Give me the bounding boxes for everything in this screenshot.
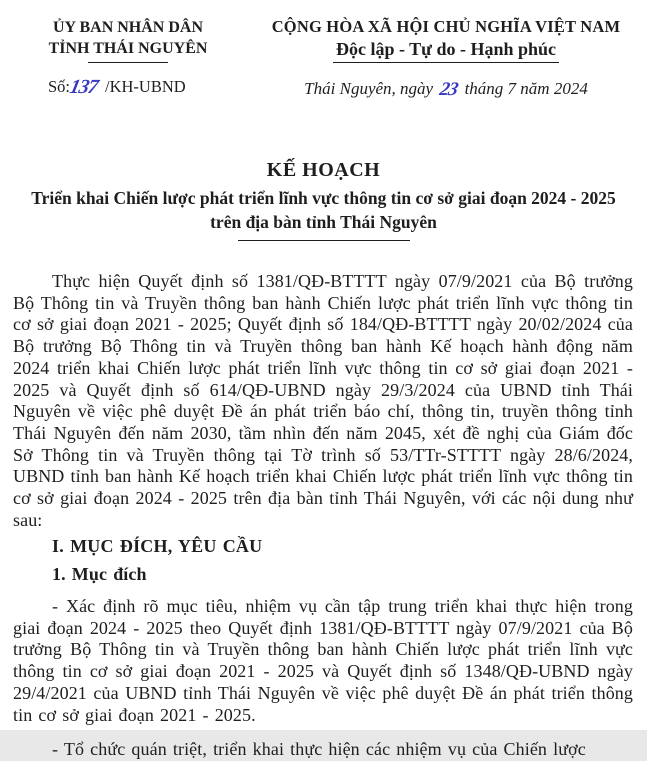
document-title-block (0, 159, 647, 241)
document-number-line (28, 76, 228, 97)
purpose-paragraph: - Xác định rõ mục tiêu, nhiệm vụ cần tập trung triển khai thực hiện trong giai đoạn 2024 - 2025 theo Quyết định 1381/QĐ-BTTTT ngày 07/9/2021 của Bộ trưởng Bộ Thông tin và Truyền thông ban hành Chiến lược phát triển lĩnh vực thông tin cơ sở giai đoạn 2021 - 2025 và Quyết định số 1348/QĐ-UBND ngày 29/4/2021 của UBND tỉnh Thái Nguyên về việc phê duyệt Đề án phát triển thông tin cơ sở giai đoạn 2021 - 2025. (13, 596, 633, 725)
org-underline-rule (88, 62, 168, 63)
title-underline-rule (238, 240, 410, 241)
org-name-line2: TỈNH THÁI NGUYÊN (48, 40, 208, 57)
preamble-paragraph: Thực hiện Quyết định số 1381/QĐ-BTTTT ngày 07/9/2021 của Bộ trưởng Bộ Thông tin và Truyền thông ban hành Chiến lược phát triển lĩnh vực thông tin cơ sở giai đoạn 2021 - 2025; Quyết định số 184/QĐ-BTTTT ngày 20/02/2024 của Bộ trưởng Bộ Thông tin và Truyền thông ban hành Kế hoạch hành động năm 2024 triển khai Chiến lược phát triển lĩnh vực thông tin cơ sở giai đoạn 2021 - 2025 và Quyết định số 614/QĐ-UBND ngày 29/3/2024 của UBND tỉnh Thái Nguyên về việc phê duyệt Đề án phát triển báo chí, thông tin, truyền thông tỉnh Thái Nguyên đến năm 2030, tầm nhìn đến năm 2045, xét đề nghị của Giám đốc Sở Thông tin và Truyền thông tại Tờ trình số 53/TTr-STTTT ngày 28/6/2024, UBND tỉnh ban hành Kế hoạch triển khai Chiến lược phát triển lĩnh vực thông tin cơ sở giai đoạn 2024 - 2025 trên địa bàn tỉnh Thái Nguyên, với các nội dung như sau: (13, 271, 633, 530)
doc-number-handwritten: 137 (67, 76, 100, 98)
section-heading-muc-dich-yeu-cau: I. MỤC ĐÍCH, YÊU CẦU (52, 536, 263, 556)
doc-number-suffix: /KH-UBND (105, 77, 186, 96)
clipped-bottom-line: - Tổ chức quán triệt, triển khai thực hiện các nhiệm vụ của Chiến lược (52, 739, 586, 759)
document-subtitle-line1: Triển khai Chiến lược phát triển lĩnh vực thông tin cơ sở giai đoạn 2024 - 2025 (31, 188, 616, 208)
issuing-org-block (28, 17, 228, 97)
dateline-suffix: tháng 7 năm 2024 (464, 79, 588, 98)
national-header-block (260, 17, 632, 100)
dateline-handwritten-day: 23 (438, 79, 460, 100)
place-date-line (260, 78, 632, 100)
dateline-prefix: Thái Nguyên, ngày (304, 79, 434, 98)
document-type-title: KẾ HOẠCH (266, 159, 381, 181)
document-subtitle-line2: trên địa bàn tỉnh Thái Nguyên (210, 212, 437, 232)
document-body (13, 271, 633, 730)
national-motto: Độc lập - Tự do - Hạnh phúc (333, 39, 559, 63)
subsection-heading-muc-dich: 1. Mục đích (52, 564, 147, 584)
national-title: CỘNG HÒA XÃ HỘI CHỦ NGHĨA VIỆT NAM (271, 17, 621, 36)
org-name-line1: ỦY BAN NHÂN DÂN (52, 19, 204, 36)
doc-number-prefix: Số: (48, 77, 71, 96)
